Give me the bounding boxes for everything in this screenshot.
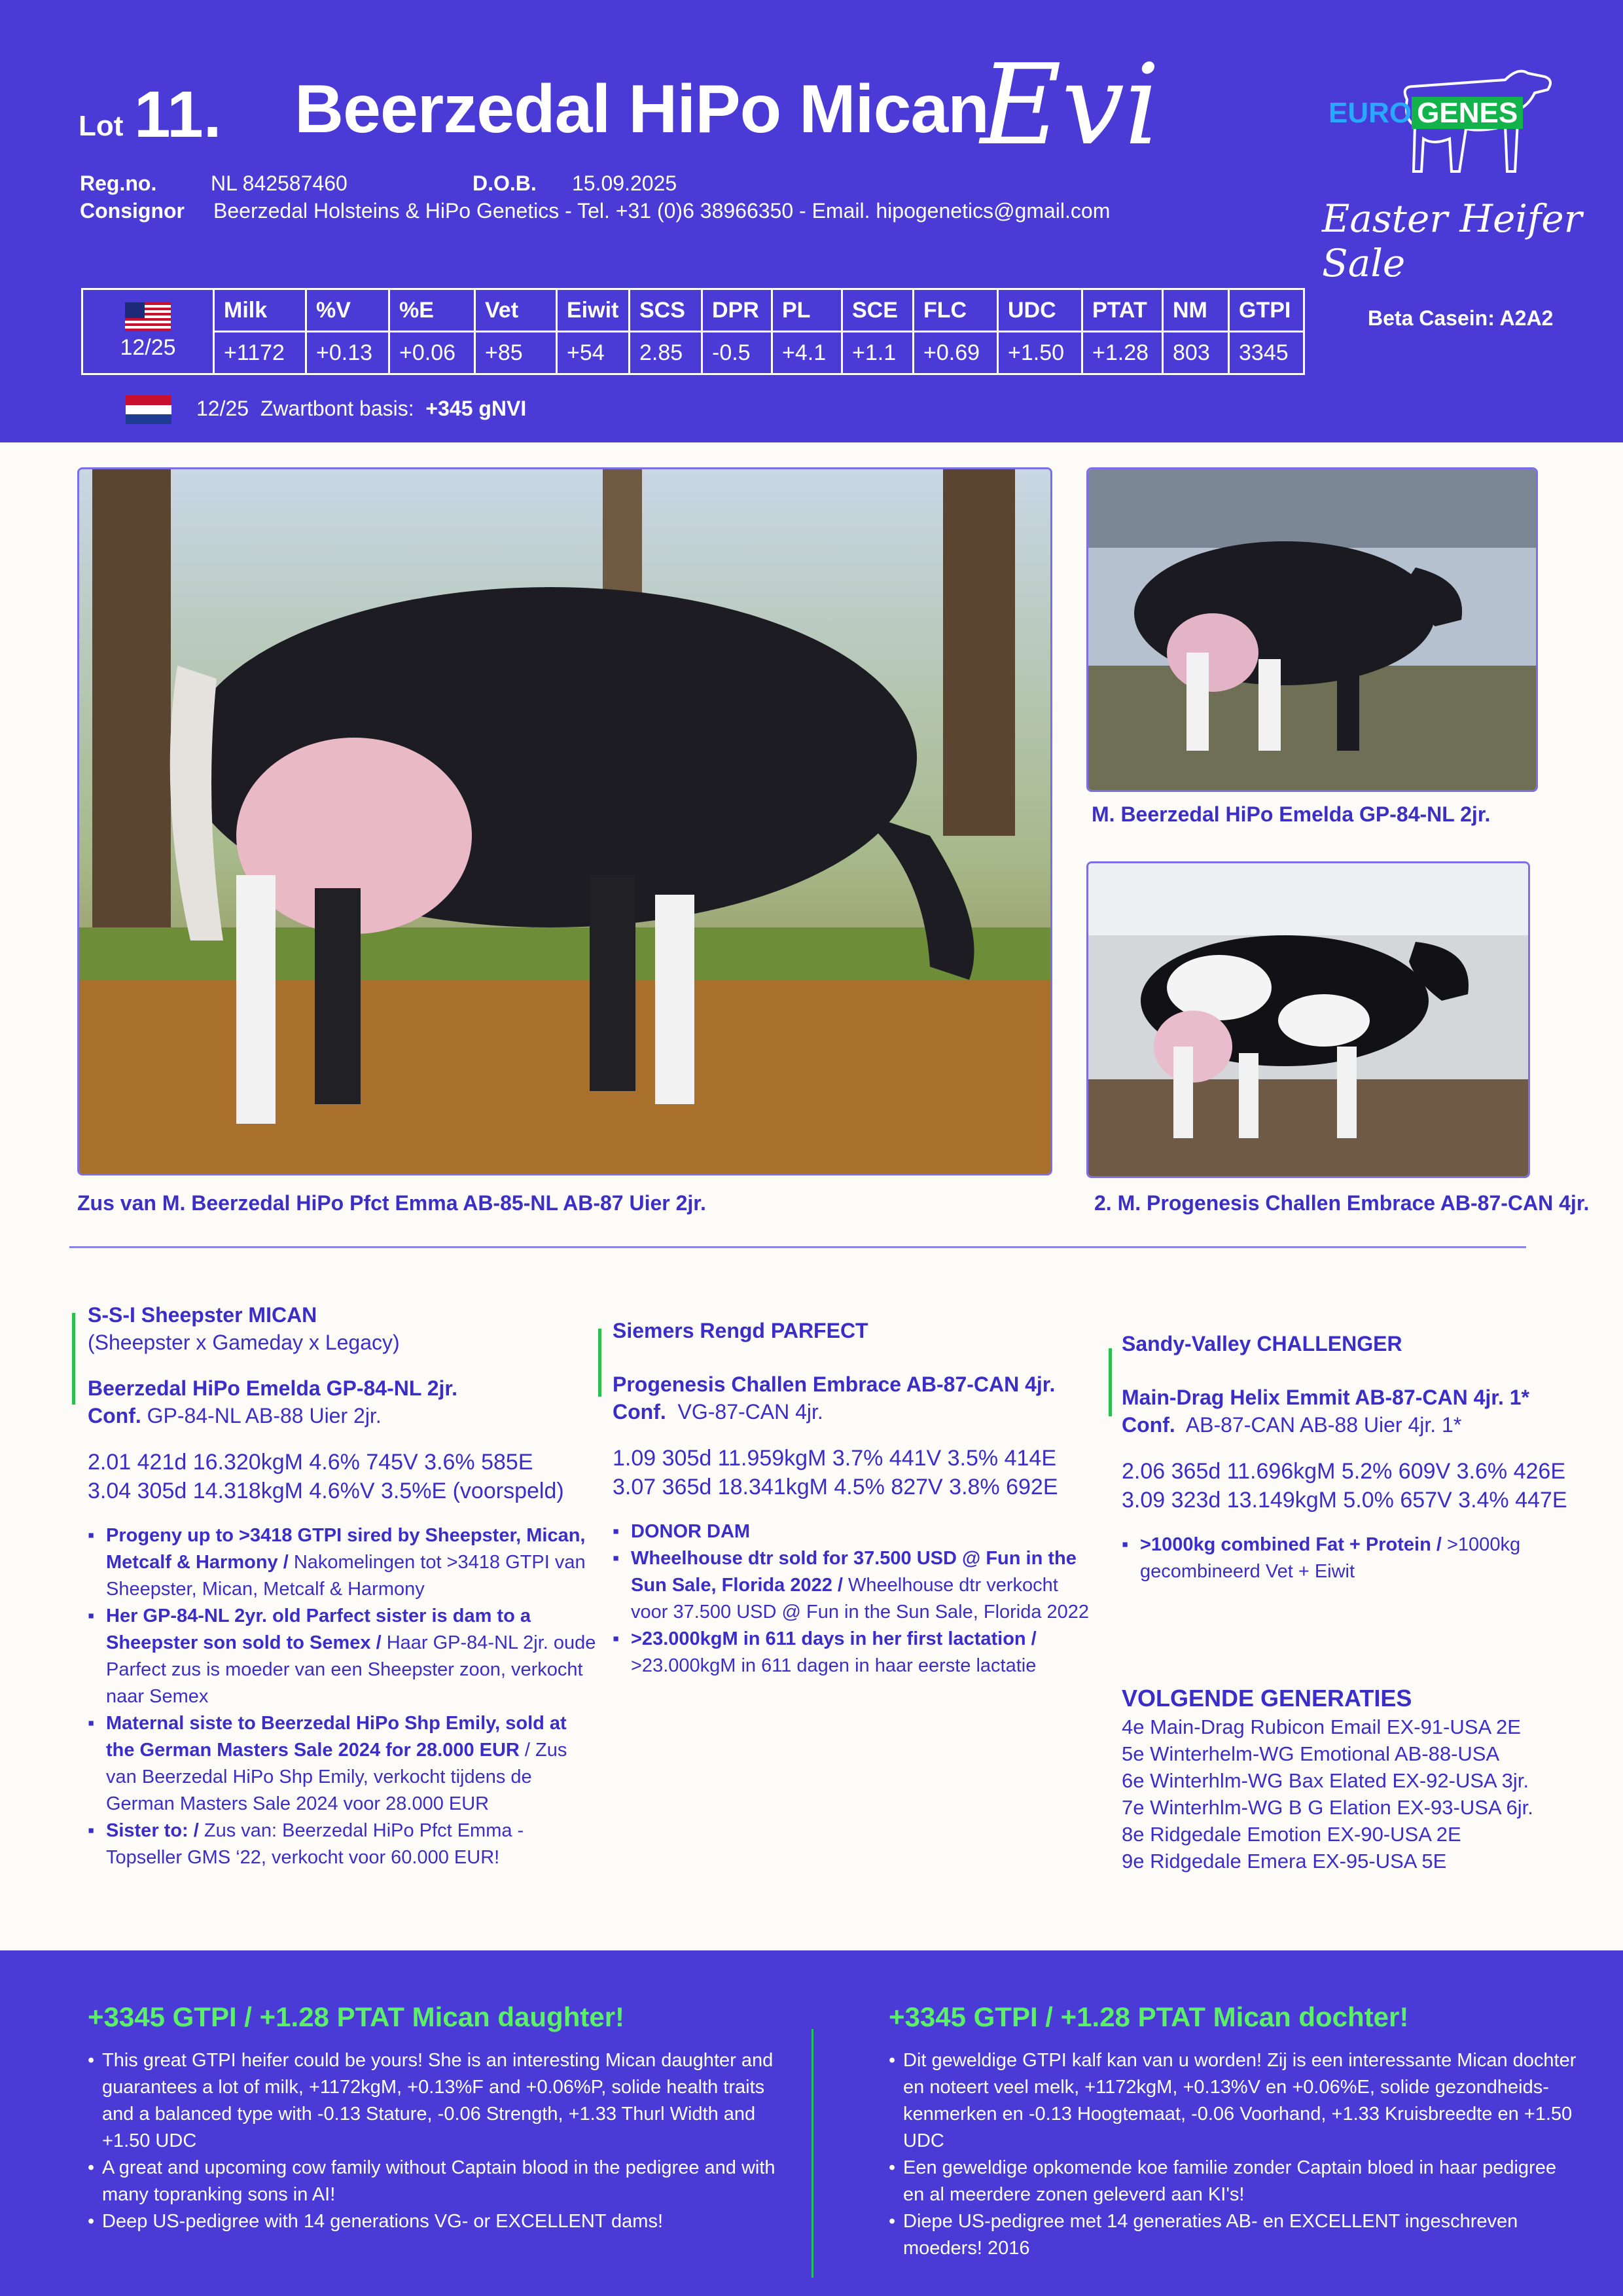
lot-number: 11. (134, 78, 222, 151)
consignor-value: Beerzedal Holsteins & HiPo Genetics - Tel. +31 (0)6 38966350 - Email. hipogenetics@gmail.com (213, 199, 1111, 223)
main-photo (77, 467, 1052, 1175)
col1-lactation-2: 3.04 305d 14.318kgM 4.6%V 3.5%E (voorspeld) (88, 1479, 564, 1503)
generation-item: 4e Main-Drag Rubicon Email EX-91-USA 2E (1122, 1715, 1521, 1738)
logo-wordmark: EURO GENES (1329, 97, 1523, 130)
footer-bullets-en (88, 2047, 781, 2235)
generation-item: 9e Ridgedale Emera EX-95-USA 5E (1122, 1850, 1447, 1873)
index-value-milk: +1172 (214, 332, 306, 374)
lot-label: Lot (79, 110, 124, 142)
index-header-gtpi: GTPI (1229, 289, 1304, 332)
col1-dam: Beerzedal HiPo Emelda GP-84-NL 2jr. (88, 1376, 457, 1400)
col2-conf: Conf. VG-87-CAN 4jr. (613, 1400, 823, 1424)
index-value-gtpi: 3345 (1229, 332, 1304, 374)
reg-label: Reg.no. (80, 171, 157, 195)
footer-bullet-nl: • Diepe US-pedigree met 14 generaties AB- en EXCELLENT ingeschreven moeders! 2016 (889, 2208, 1582, 2262)
col2-accent-bar (598, 1329, 601, 1397)
generation-item: 8e Ridgedale Emotion EX-90-USA 2E (1122, 1823, 1461, 1846)
col2-sire: Siemers Rengd PARFECT (613, 1319, 868, 1342)
col3-bullet-1: ▪ >1000kg combined Fat + Protein / >1000kg gecombineerd Vet + Eiwit (1122, 1532, 1593, 1585)
col2-lactation-2: 3.07 365d 18.341kgM 4.5% 827V 3.8% 692E (613, 1475, 1058, 1499)
page-title: Beerzedal HiPo Mican (294, 71, 989, 147)
col3-conf: Conf. AB-87-CAN AB-88 Uier 4jr. 1* (1122, 1413, 1462, 1437)
index-value-scs: 2.85 (630, 332, 702, 374)
footer-title-en: +3345 GTPI / +1.28 PTAT Mican daughter! (88, 2001, 625, 2032)
index-header-scs: SCS (630, 289, 702, 332)
index-header-flc: FLC (914, 289, 998, 332)
col2-bullet-1: ▪ DONOR DAM (613, 1518, 1097, 1545)
col3-sire: Sandy-Valley CHALLENGER (1122, 1332, 1402, 1355)
dob-label: D.O.B. (473, 171, 537, 195)
index-value-sce: +1.1 (842, 332, 914, 374)
consignor-label: Consignor (80, 199, 185, 223)
index-value-e: +0.06 (389, 332, 475, 374)
index-header-milk: Milk (214, 289, 306, 332)
index-header-ptat: PTAT (1082, 289, 1163, 332)
footer-bullet-nl: • Dit geweldige GTPI kalf kan van u worden! Zij is een interessante Mican dochter en noteert veel melk, +1172kgM, +0.13%V en +0.06%E, solide gezondheids-kenmerken en -0.13 Hoogtemaat, -0.06 Voorhand, +1.33 Kruisbreedte en +1.50 UDC (889, 2047, 1582, 2155)
dob-value: 15.09.2025 (572, 171, 677, 195)
index-value-v: +0.13 (306, 332, 389, 374)
col1-sire: S-S-I Sheepster MICAN (88, 1303, 317, 1327)
caption-main: Zus van M. Beerzedal HiPo Pfct Emma AB-85-NL AB-87 Uier 2jr. (77, 1191, 706, 1215)
index-header-pl: PL (772, 289, 842, 332)
pedigree-column-granddam-side (1122, 1330, 1593, 1874)
col1-sire-pedigree: (Sheepster x Gameday x Legacy) (88, 1331, 400, 1354)
index-header-v: %V (306, 289, 389, 332)
generation-item: 7e Winterhlm-WG B G Elation EX-93-USA 6jr. (1122, 1796, 1533, 1819)
col1-lactation-1: 2.01 421d 16.320kgM 4.6% 745V 3.6% 585E (88, 1450, 533, 1475)
footer-bullet-en: • A great and upcoming cow family without Captain blood in the pedigree and with many topranking sons in AI! (88, 2155, 781, 2208)
col2-bullet-3: ▪ >23.000kgM in 611 days in her first lactation / >23.000kgM in 611 dagen in haar eerste lactatie (613, 1626, 1097, 1679)
caption-top-right: M. Beerzedal HiPo Emelda GP-84-NL 2jr. (1092, 802, 1491, 826)
footer-bullet-nl: • Een geweldige opkomende koe familie zonder Captain bloed in haar pedigree en al meerdere zonen geleverd aan KI's! (889, 2155, 1582, 2208)
col1-conf: Conf. GP-84-NL AB-88 Uier 2jr. (88, 1404, 382, 1427)
col1-bullet-1: ▪ Progeny up to >3418 GTPI sired by Sheepster, Mican, Metcalf & Harmony / Nakomelingen tot >3418 GTPI van Sheepster, Mican, Metcalf & Harmony (88, 1522, 598, 1603)
nl-flag-icon (126, 395, 171, 424)
pedigree-column-sire-side (88, 1301, 598, 1871)
index-value-vet: +85 (475, 332, 557, 374)
index-value-udc: +1.50 (998, 332, 1082, 374)
index-header-vet: Vet (475, 289, 557, 332)
caption-bottom-right: 2. M. Progenesis Challen Embrace AB-87-CAN 4jr. (1094, 1191, 1590, 1215)
col2-bullet-2: ▪ Wheelhouse dtr sold for 37.500 USD @ Fun in the Sun Sale, Florida 2022 / Wheelhouse dtr verkocht voor 37.500 USD @ Fun in the Sun Sale, Florida 2022 (613, 1545, 1097, 1626)
col1-bullet-2: ▪ Her GP-84-NL 2yr. old Parfect sister is dam to a Sheepster son sold to Semex / Haar GP-84-NL 2jr. oude Parfect zus is moeder van een Sheepster zoon, verkocht naar Semex (88, 1603, 598, 1710)
us-flag-icon (125, 302, 171, 331)
index-header-udc: UDC (998, 289, 1082, 332)
basis-line: 12/25 Zwartbont basis: +345 gNVI (196, 397, 527, 420)
generation-item: 6e Winterhlm-WG Bax Elated EX-92-USA 3jr. (1122, 1769, 1529, 1792)
index-header-eiwit: Eiwit (557, 289, 630, 332)
index-value-flc: +0.69 (914, 332, 998, 374)
generation-item: 5e Winterhelm-WG Emotional AB-88-USA (1122, 1742, 1500, 1765)
header-banner (0, 0, 1623, 442)
beta-casein: Beta Casein: A2A2 (1368, 306, 1554, 330)
col1-bullet-3: ▪ Maternal siste to Beerzedal HiPo Shp Emily, sold at the German Masters Sale 2024 for 28.000 EUR / Zus van Beerzedal HiPo Shp Emily, verkocht tijdens de German Masters Sale 2024 voor 28.000 EUR (88, 1710, 598, 1818)
dam-photo-image (1088, 469, 1536, 790)
pedigree-column-dam-side (613, 1317, 1097, 1679)
index-value-pl: +4.1 (772, 332, 842, 374)
footer-divider (812, 2029, 813, 2278)
col1-accent-bar (72, 1313, 75, 1405)
index-table (81, 288, 1305, 375)
col2-dam: Progenesis Challen Embrace AB-87-CAN 4jr. (613, 1372, 1056, 1396)
index-header-dpr: DPR (702, 289, 772, 332)
footer-bullet-en: • Deep US-pedigree with 14 generations VG- or EXCELLENT dams! (88, 2208, 781, 2235)
index-value-ptat: +1.28 (1082, 332, 1163, 374)
cow-grazing-image (79, 469, 1050, 1174)
index-header-sce: SCE (842, 289, 914, 332)
index-value-dpr: -0.5 (702, 332, 772, 374)
index-date-cell: 12/25 (82, 289, 214, 374)
col1-bullet-4: ▪ Sister to: / Zus van: Beerzedal HiPo Pfct Emma - Topseller GMS ‘22, verkocht voor 60.000 EUR! (88, 1818, 598, 1871)
index-header-nm: NM (1163, 289, 1229, 332)
reg-value: NL 842587460 (211, 171, 348, 195)
col3-dam: Main-Drag Helix Emmit AB-87-CAN 4jr. 1* (1122, 1386, 1529, 1409)
col3-lactation-1: 2.06 365d 11.696kgM 5.2% 609V 3.6% 426E (1122, 1459, 1565, 1484)
index-header-e: %E (389, 289, 475, 332)
index-value-eiwit: +54 (557, 332, 630, 374)
col3-accent-bar (1109, 1348, 1112, 1416)
bottom-right-photo (1086, 861, 1530, 1178)
section-divider (69, 1246, 1526, 1248)
top-right-photo (1086, 467, 1538, 792)
footer-bullets-nl (889, 2047, 1582, 2262)
footer-title-nl: +3345 GTPI / +1.28 PTAT Mican dochter! (889, 2001, 1409, 2032)
sale-name: Easter Heifer Sale (1322, 196, 1582, 285)
index-value-nm: 803 (1163, 332, 1229, 374)
generations-title: VOLGENDE GENERATIES (1122, 1685, 1412, 1712)
footer-bullet-en: • This great GTPI heifer could be yours! She is an interesting Mican daughter and guarantees a lot of milk, +1172kgM, +0.13%F and +0.06%P, solide health traits and a balanced type with -0.13 Stature, -0.06 Strength, +1.33 Thurl Width and +1.50 UDC (88, 2047, 781, 2155)
col2-lactation-1: 1.09 305d 11.959kgM 3.7% 441V 3.5% 414E (613, 1446, 1056, 1471)
granddam-photo-image (1088, 863, 1528, 1176)
title-script-name: Evi (980, 41, 1160, 170)
col3-lactation-2: 3.09 323d 13.149kgM 5.0% 657V 3.4% 447E (1122, 1488, 1567, 1513)
